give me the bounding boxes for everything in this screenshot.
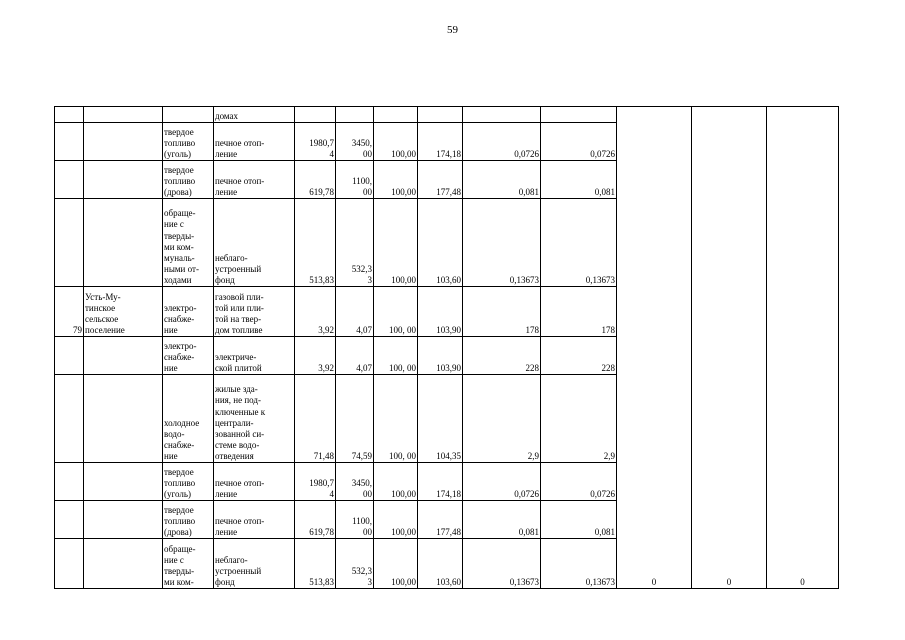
cell-text: 4,07 [356,324,372,335]
cell-service [163,375,214,463]
table-body [55,107,839,589]
cell-text: домах [215,110,239,121]
cell-text: неблаго- устроенный фонд [215,252,262,285]
cell-text: 0,081 [518,186,539,197]
cell-text: твердое топливо (дрова) [164,164,196,197]
cell-text: 100, 00 [389,450,416,461]
cell-empty [541,107,617,123]
cell-index [418,501,463,539]
cell-text: электро- снабже- ние [164,302,197,335]
cell-text: 79 [73,324,82,335]
cell-text: твердое топливо (уголь) [164,126,196,159]
cell-text: 103,90 [436,324,461,335]
cell-text: 4,07 [356,362,372,373]
cell-index [418,161,463,199]
cell-text: газовой пли- той или пли- той на твер- дом топливе [215,291,264,335]
cell-rate-2 [541,539,617,589]
cell-text: жилые зда- ния, не под- ключенные к централи- зованной си- стеме водо- отведения [215,384,266,461]
cell-rate-1 [463,337,541,375]
cell-object [214,199,295,287]
cell-rate-2 [541,287,617,337]
cell-text: 100,00 [391,186,416,197]
cell-index [418,199,463,287]
cell-number [55,161,84,199]
cell-value-b [336,161,374,199]
cell-text: печное отоп- ление [215,477,265,499]
cell-value-a [295,337,336,375]
cell-object [214,539,295,589]
cell-text: 174,18 [436,148,461,159]
side-value-3 [767,107,839,589]
cell-text: печное отоп- ление [215,137,265,159]
cell-value-b [336,199,374,287]
cell-percent [374,337,418,375]
cell-text: 0,081 [594,186,615,197]
cell-number [55,123,84,161]
cell-value-b [336,539,374,589]
cell-text: неблаго- устроенный фонд [215,554,262,587]
cell-index [418,463,463,501]
cell-text: твердое топливо (уголь) [164,466,196,499]
cell-text: 619,78 [309,526,334,537]
cell-value-b [336,463,374,501]
cell-text: 0 [726,576,732,587]
cell-empty [295,107,336,123]
cell-text: 0,13673 [509,576,539,587]
cell-text: 71,48 [313,450,334,461]
cell-settlement [84,539,163,589]
cell-value-a [295,199,336,287]
cell-rate-1 [463,539,541,589]
cell-text: 0 [651,576,657,587]
cell-text: 103,60 [436,576,461,587]
cell-object [214,161,295,199]
cell-settlement [84,501,163,539]
tariff-table [54,106,839,589]
cell-number [55,501,84,539]
cell-text: 3450, 00 [351,477,372,499]
cell-text: 100,00 [391,488,416,499]
cell-text: 100, 00 [389,362,416,373]
cell-rate-2 [541,123,617,161]
cell-index [418,287,463,337]
cell-percent [374,123,418,161]
cell-index [418,375,463,463]
cell-text: 1100, 00 [352,515,372,537]
cell-text: 513,83 [309,274,334,285]
cell-value-b [336,123,374,161]
cell-percent [374,161,418,199]
cell-text: обраще- ние с тверды- ми ком- муналь- ными от- ходами [164,208,199,285]
cell-rate-2 [541,375,617,463]
cell-text: 3,92 [318,324,334,335]
cell-empty [463,107,541,123]
cell-number [55,539,84,589]
cell-object [214,337,295,375]
cell-text: 3,92 [318,362,334,373]
side-value-2 [692,107,767,589]
cell-text: 532,3 3 [351,263,372,285]
cell-value-b [336,501,374,539]
cell-service [163,123,214,161]
cell-service [163,199,214,287]
cell-rate-2 [541,463,617,501]
cell-text: 177,48 [436,186,461,197]
cell-settlement [84,123,163,161]
cell-text: 100,00 [391,148,416,159]
cell-empty [55,107,84,123]
cell-rate-1 [463,199,541,287]
cell-object [214,123,295,161]
cell-number [55,287,84,337]
page-number: 59 [447,24,458,36]
cell-text: 513,83 [309,576,334,587]
cell-rate-2 [541,501,617,539]
cell-object [214,375,295,463]
cell-empty [336,107,374,123]
cell-object [214,287,295,337]
cell-text: 0,13673 [585,576,615,587]
cell-value-a [295,501,336,539]
cell-percent [374,287,418,337]
cell-rate-2 [541,161,617,199]
cell-text: 0 [800,576,805,587]
cell-value-b [336,337,374,375]
cell-text: холодное водо- снабже- ние [164,417,200,461]
cell-rate-2 [541,337,617,375]
cell-value-b [336,287,374,337]
cell-text: 0,13673 [509,274,539,285]
cell-object [214,107,295,123]
cell-text: 1980,7 4 [309,477,334,499]
table-row [55,107,839,123]
cell-empty [374,107,418,123]
cell-settlement [84,375,163,463]
cell-text: 0,13673 [585,274,615,285]
cell-value-a [295,287,336,337]
cell-text: 100,00 [391,576,416,587]
cell-text: 228 [601,362,615,373]
cell-text: 178 [601,324,615,335]
cell-number [55,337,84,375]
cell-text: 532,3 3 [351,565,372,587]
cell-service [163,539,214,589]
cell-text: электриче- ской плитой [215,351,262,373]
cell-service [163,337,214,375]
cell-object [214,463,295,501]
cell-text: 0,081 [518,526,539,537]
cell-text: 174,18 [436,488,461,499]
cell-text: твердое топливо (дрова) [164,504,196,537]
cell-text: 1980,7 4 [309,137,334,159]
cell-text: обраще- ние с тверды- ми ком- [164,543,196,587]
cell-text: 0,0726 [514,488,539,499]
cell-text: 103,90 [436,362,461,373]
cell-text: 104,35 [436,450,461,461]
cell-text: 0,0726 [590,488,615,499]
cell-text: 177,48 [436,526,461,537]
cell-empty [84,107,163,123]
cell-rate-1 [463,287,541,337]
cell-text: печное отоп- ление [215,175,265,197]
cell-text: 2,9 [527,450,539,461]
cell-number [55,199,84,287]
cell-text: 178 [525,324,539,335]
cell-service [163,501,214,539]
cell-settlement [84,161,163,199]
cell-service [163,161,214,199]
cell-index [418,539,463,589]
cell-value-b [336,375,374,463]
cell-text: 100,00 [391,526,416,537]
cell-rate-1 [463,123,541,161]
cell-text: 0,081 [594,526,615,537]
cell-service [163,287,214,337]
cell-text: 3450, 00 [351,137,372,159]
cell-index [418,123,463,161]
cell-text: 100,00 [391,274,416,285]
cell-percent [374,539,418,589]
cell-value-a [295,463,336,501]
cell-text: 1100, 00 [352,175,372,197]
side-value-1 [617,107,692,589]
cell-empty [163,107,214,123]
cell-percent [374,463,418,501]
cell-text: 0,0726 [590,148,615,159]
cell-settlement [84,337,163,375]
cell-number [55,375,84,463]
cell-percent [374,375,418,463]
cell-rate-1 [463,501,541,539]
cell-settlement [84,287,163,337]
cell-text: 0,0726 [514,148,539,159]
cell-text: 103,60 [436,274,461,285]
cell-settlement [84,199,163,287]
cell-text: 228 [525,362,539,373]
cell-percent [374,501,418,539]
cell-rate-1 [463,375,541,463]
cell-empty [418,107,463,123]
cell-rate-1 [463,161,541,199]
cell-text: 100, 00 [389,324,416,335]
cell-number [55,463,84,501]
cell-text: электро- снабже- ние [164,340,197,373]
cell-text: 74,59 [351,450,372,461]
cell-text: Усть-Му- тинское сельское поселение [85,291,125,335]
cell-service [163,463,214,501]
cell-rate-1 [463,463,541,501]
cell-text: 619,78 [309,186,334,197]
cell-text: печное отоп- ление [215,515,265,537]
cell-value-a [295,539,336,589]
cell-settlement [84,463,163,501]
cell-text: 2,9 [603,450,615,461]
cell-value-a [295,123,336,161]
cell-index [418,337,463,375]
cell-value-a [295,161,336,199]
cell-rate-2 [541,199,617,287]
cell-percent [374,199,418,287]
cell-object [214,501,295,539]
cell-value-a [295,375,336,463]
